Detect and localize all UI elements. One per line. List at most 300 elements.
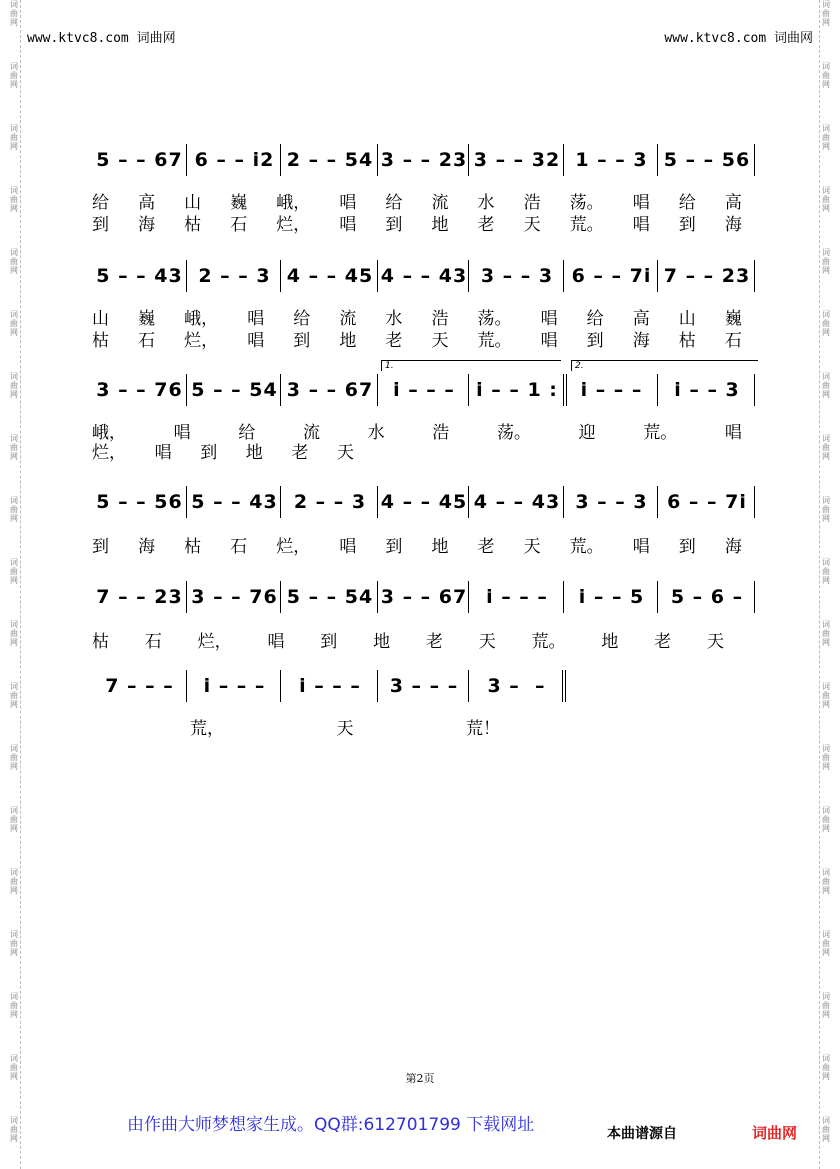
barline <box>377 670 378 702</box>
lyric-syllable: 枯 <box>92 632 109 652</box>
lyric-syllable: 给 <box>385 193 403 213</box>
barline <box>468 260 469 292</box>
lyric-syllable: 到 <box>678 537 696 557</box>
score-measure: 3 – – 76 <box>191 586 278 608</box>
margin-stamp-char: 网 <box>822 80 830 89</box>
margin-stamp-char: 曲 <box>10 1125 18 1134</box>
margin-stamp <box>820 186 832 213</box>
lyric-syllable: 山 <box>678 309 696 329</box>
lyric-syllable: 给 <box>238 423 256 443</box>
score-measure: 5 – – 56 <box>663 149 751 171</box>
margin-stamp <box>8 1116 20 1143</box>
score-measure: i – – 3 <box>674 379 740 401</box>
margin-stamp-char: 曲 <box>822 691 830 700</box>
lyric-syllable: 给 <box>293 309 311 329</box>
margin-stamp-char: 曲 <box>10 1001 18 1010</box>
margin-stamp-char: 曲 <box>822 133 830 142</box>
score-measure: 6 – – 7i <box>571 265 652 287</box>
lyric-syllable: 老 <box>477 537 495 557</box>
margin-stamp-char: 词 <box>10 124 18 133</box>
score-row <box>90 256 755 296</box>
barline <box>186 581 187 613</box>
margin-stamp-char: 网 <box>10 80 18 89</box>
margin-stamp-char: 网 <box>10 886 18 895</box>
margin-stamp-char: 曲 <box>822 1125 830 1134</box>
margin-stamp <box>820 806 832 833</box>
margin-stamp <box>820 372 832 399</box>
score-measure: 3 – – 67 <box>286 379 374 401</box>
score-measure: 4 – – 43 <box>380 265 468 287</box>
margin-stamp-char: 词 <box>822 496 830 505</box>
lyric-syllable: 给 <box>586 309 604 329</box>
barline <box>186 486 187 518</box>
score-measure: i – – – <box>203 675 266 697</box>
barline <box>186 144 187 176</box>
footer-site-logo: 词曲网 <box>752 1124 798 1142</box>
margin-stamp <box>820 682 832 709</box>
margin-stamp-char: 网 <box>822 700 830 709</box>
score-measure: 3 – – 3 <box>480 265 554 287</box>
score-measure: 5 – 6 – <box>670 586 744 608</box>
margin-stamp-char: 词 <box>10 992 18 1001</box>
margin-stamp-char: 曲 <box>10 629 18 638</box>
barline <box>280 581 281 613</box>
margin-stamp <box>8 0 20 27</box>
lyric-syllable: 老 <box>425 632 443 652</box>
lyric-syllable: 枯 <box>184 537 202 557</box>
lyric-syllable: 烂， <box>184 331 219 351</box>
score-measure: 7 – – 23 <box>663 265 751 287</box>
margin-stamp-char: 词 <box>822 0 830 9</box>
lyric-syllable: 老 <box>291 443 309 463</box>
margin-stamp <box>820 310 832 337</box>
lyric-syllable: 海 <box>724 537 742 557</box>
lyric-syllable: 唱 <box>154 443 172 463</box>
margin-stamp-char: 曲 <box>10 939 18 948</box>
score-measure: i – – 5 <box>578 586 645 608</box>
lyric-line <box>92 532 742 557</box>
score-measure: 5 – – 54 <box>286 586 374 608</box>
lyric-syllable: 唱 <box>540 309 558 329</box>
score-measure: 1 – – 3 <box>575 149 648 171</box>
barline <box>280 144 281 176</box>
margin-stamp-char: 曲 <box>822 381 830 390</box>
barline <box>754 486 755 518</box>
lyric-syllable: 老 <box>385 331 403 351</box>
lyric-syllable: 巍 <box>724 309 742 329</box>
lyric-syllable: 到 <box>320 632 338 652</box>
header-website-left: www.ktvc8.com 词曲网 <box>27 31 176 46</box>
margin-stamp <box>820 744 832 771</box>
lyric-line <box>92 418 742 443</box>
barline <box>657 260 658 292</box>
lyric-syllable: 石 <box>230 215 248 235</box>
lyric-syllable: 烂， <box>276 215 311 235</box>
margin-stamp <box>8 992 20 1019</box>
margin-stamp-char: 曲 <box>822 1001 830 1010</box>
margin-stamp-char: 曲 <box>10 877 18 886</box>
header-website-right: www.ktvc8.com 词曲网 <box>664 31 813 46</box>
margin-stamp <box>8 496 20 523</box>
margin-stamp <box>820 930 832 957</box>
lyric-syllable: 烂， <box>197 632 232 652</box>
score-measure: 5 – – 67 <box>96 149 183 171</box>
lyric-syllable: 到 <box>293 331 311 351</box>
margin-stamp-char: 网 <box>10 948 18 957</box>
barline <box>563 260 564 292</box>
margin-stamp-char: 网 <box>10 390 18 399</box>
margin-stamp <box>820 496 832 523</box>
right-margin-stamp-strip <box>819 0 832 1169</box>
score-measure: 4 – – 43 <box>473 491 561 513</box>
score-row <box>90 361 755 410</box>
margin-stamp-char: 网 <box>10 638 18 647</box>
lyric-syllable: 唱 <box>173 423 191 443</box>
margin-stamp-char: 网 <box>822 1134 830 1143</box>
margin-stamp-char: 词 <box>822 806 830 815</box>
lyric-syllable: 海 <box>138 215 156 235</box>
lyric-syllable: 荒， <box>190 719 224 739</box>
margin-stamp <box>820 868 832 895</box>
margin-stamp-char: 网 <box>822 1010 830 1019</box>
margin-stamp-char: 曲 <box>10 9 18 18</box>
barline <box>468 670 469 702</box>
lyric-syllable: 唱 <box>247 309 265 329</box>
margin-stamp-char: 词 <box>10 372 18 381</box>
margin-stamp-char: 词 <box>10 310 18 319</box>
lyric-syllable: 唱 <box>339 193 357 213</box>
margin-stamp-char: 网 <box>822 142 830 151</box>
margin-stamp-char: 曲 <box>822 9 830 18</box>
lyric-syllable: 荒。 <box>569 215 604 235</box>
margin-stamp <box>8 248 20 275</box>
margin-stamp-char: 网 <box>822 576 830 585</box>
barline <box>754 581 755 613</box>
barline <box>186 374 187 406</box>
score-measure: 2 – – 3 <box>293 491 367 513</box>
margin-stamp-char: 曲 <box>10 319 18 328</box>
margin-stamp-char: 曲 <box>10 443 18 452</box>
lyric-syllable: 海 <box>632 331 650 351</box>
margin-stamp-char: 词 <box>822 1116 830 1125</box>
margin-stamp-char: 词 <box>822 868 830 877</box>
first-ending-bracket: 1. <box>381 360 561 371</box>
lyric-syllable: 荡。 <box>569 193 604 213</box>
lyric-syllable: 枯 <box>92 331 109 351</box>
margin-stamp-char: 网 <box>10 576 18 585</box>
barline <box>563 144 564 176</box>
margin-stamp <box>8 930 20 957</box>
margin-stamp <box>8 124 20 151</box>
score-measure: 5 – – 54 <box>191 379 278 401</box>
lyric-syllable: 山 <box>92 309 109 329</box>
score-measure: 4 – – 45 <box>380 491 468 513</box>
score-measure: 5 – – 43 <box>96 265 183 287</box>
lyric-syllable: 唱 <box>540 331 558 351</box>
lyric-syllable: 海 <box>724 215 742 235</box>
margin-stamp <box>8 806 20 833</box>
lyric-syllable: 到 <box>92 215 109 235</box>
lyric-line <box>190 714 500 739</box>
barline <box>468 486 469 518</box>
lyric-syllable: 荡。 <box>477 309 512 329</box>
margin-stamp-char: 词 <box>10 1054 18 1063</box>
margin-stamp-char: 词 <box>822 372 830 381</box>
lyric-syllable: 天 <box>523 215 541 235</box>
margin-stamp-char: 词 <box>822 248 830 257</box>
margin-stamp-char: 词 <box>822 744 830 753</box>
lyric-syllable: 荡。 <box>496 423 531 443</box>
margin-stamp-char: 曲 <box>822 257 830 266</box>
lyric-syllable: 流 <box>302 423 320 443</box>
lyric-syllable: 老 <box>477 215 495 235</box>
margin-stamp-char: 网 <box>10 1134 18 1143</box>
lyric-syllable: 巍 <box>230 193 248 213</box>
score-measure: 3 – – 3 <box>575 491 648 513</box>
margin-stamp-char: 词 <box>822 992 830 1001</box>
score-measure: 5 – – 43 <box>191 491 278 513</box>
margin-stamp <box>820 992 832 1019</box>
margin-stamp-char: 词 <box>822 124 830 133</box>
margin-stamp-char: 曲 <box>822 443 830 452</box>
margin-stamp-char: 词 <box>10 248 18 257</box>
lyric-syllable: 天 <box>478 632 496 652</box>
margin-stamp-char: 网 <box>10 204 18 213</box>
score-measure: 6 – – 7i <box>667 491 747 513</box>
margin-stamp-char: 网 <box>822 18 830 27</box>
lyric-syllable: 浩 <box>523 193 541 213</box>
margin-stamp-char: 网 <box>10 700 18 709</box>
margin-stamp-char: 词 <box>822 1054 830 1063</box>
score-row <box>90 577 755 617</box>
margin-stamp-char: 网 <box>822 638 830 647</box>
barline <box>657 486 658 518</box>
margin-stamp-char: 网 <box>822 328 830 337</box>
lyric-syllable: 烂， <box>92 443 126 463</box>
margin-stamp-char: 网 <box>822 204 830 213</box>
lyric-syllable: 地 <box>601 632 619 652</box>
score-measure: 4 – – 45 <box>286 265 374 287</box>
lyric-syllable: 流 <box>431 193 449 213</box>
barline <box>754 144 755 176</box>
margin-stamp-char: 曲 <box>822 319 830 328</box>
lyric-syllable: 巍 <box>138 309 156 329</box>
barline <box>468 374 469 406</box>
margin-stamp-char: 曲 <box>10 815 18 824</box>
lyric-syllable: 唱 <box>267 632 285 652</box>
barline <box>657 144 658 176</box>
lyric-line <box>92 438 354 463</box>
margin-stamp-char: 网 <box>822 1072 830 1081</box>
lyric-syllable: 枯 <box>678 331 696 351</box>
lyric-syllable: 浩 <box>431 309 449 329</box>
barline <box>377 374 378 406</box>
score-measure: 3 – – <box>487 675 546 697</box>
score-row <box>90 140 755 180</box>
lyric-syllable: 天 <box>336 719 354 739</box>
margin-stamp-char: 网 <box>10 142 18 151</box>
barline <box>377 260 378 292</box>
margin-stamp-char: 词 <box>822 558 830 567</box>
margin-stamp-char: 曲 <box>822 815 830 824</box>
barline <box>468 581 469 613</box>
lyric-syllable: 荒。 <box>477 331 512 351</box>
margin-stamp-char: 网 <box>10 1072 18 1081</box>
margin-stamp-char: 曲 <box>10 753 18 762</box>
margin-stamp-char: 词 <box>10 0 18 9</box>
margin-stamp <box>820 62 832 89</box>
margin-stamp <box>820 248 832 275</box>
lyric-syllable: 浩 <box>432 423 450 443</box>
barline <box>563 374 567 406</box>
margin-stamp-char: 词 <box>10 434 18 443</box>
margin-stamp-char: 词 <box>10 806 18 815</box>
margin-stamp-char: 网 <box>822 948 830 957</box>
margin-stamp-char: 曲 <box>10 257 18 266</box>
lyric-syllable: 地 <box>431 537 449 557</box>
margin-stamp-char: 词 <box>822 310 830 319</box>
score-measure: 6 – – i2 <box>194 149 275 171</box>
lyric-syllable: 山 <box>184 193 202 213</box>
lyric-line <box>92 627 724 652</box>
barline <box>377 581 378 613</box>
lyric-syllable: 水 <box>385 309 403 329</box>
barline <box>563 486 564 518</box>
margin-stamp-char: 网 <box>10 452 18 461</box>
margin-stamp-char: 曲 <box>822 877 830 886</box>
margin-stamp-char: 曲 <box>822 1063 830 1072</box>
lyric-syllable: 唱 <box>724 423 742 443</box>
margin-stamp-char: 曲 <box>10 381 18 390</box>
score-measure: 3 – – 67 <box>380 586 468 608</box>
score-measure: 3 – – 32 <box>473 149 561 171</box>
barline <box>657 374 658 406</box>
margin-stamp <box>8 186 20 213</box>
score-row <box>90 666 755 706</box>
margin-stamp-char: 曲 <box>10 195 18 204</box>
second-ending-bracket: 2. <box>571 360 758 371</box>
margin-stamp-char: 网 <box>822 824 830 833</box>
margin-stamp <box>8 682 20 709</box>
lyric-syllable: 到 <box>385 215 403 235</box>
lyric-syllable: 荒！ <box>466 719 500 739</box>
lyric-syllable: 老 <box>654 632 672 652</box>
margin-stamp-char: 曲 <box>822 71 830 80</box>
page-number: 第2页 <box>405 1072 435 1085</box>
lyric-syllable: 天 <box>706 632 724 652</box>
margin-stamp-char: 词 <box>822 930 830 939</box>
margin-stamp-char: 网 <box>10 762 18 771</box>
lyric-syllable: 枯 <box>184 215 202 235</box>
margin-stamp <box>820 0 832 27</box>
margin-stamp-char: 词 <box>10 868 18 877</box>
margin-stamp-char: 曲 <box>822 753 830 762</box>
lyric-syllable: 到 <box>92 537 109 557</box>
margin-stamp-char: 曲 <box>10 133 18 142</box>
score-measure: i – – 1 : <box>476 379 558 401</box>
score-measure: 3 – – 23 <box>380 149 468 171</box>
lyric-syllable: 石 <box>724 331 742 351</box>
barline <box>280 260 281 292</box>
lyric-syllable: 天 <box>336 443 354 463</box>
barline <box>280 486 281 518</box>
barline <box>563 581 564 613</box>
margin-stamp <box>820 620 832 647</box>
margin-stamp-char: 曲 <box>10 691 18 700</box>
margin-stamp-char: 词 <box>10 186 18 195</box>
lyric-syllable: 天 <box>523 537 541 557</box>
lyric-line <box>92 188 742 213</box>
score-measure: i – – – <box>299 675 361 697</box>
lyric-syllable: 峨， <box>184 309 219 329</box>
lyric-syllable: 地 <box>339 331 357 351</box>
margin-stamp-char: 词 <box>10 620 18 629</box>
lyric-syllable: 地 <box>431 215 449 235</box>
barline <box>377 486 378 518</box>
lyric-syllable: 流 <box>339 309 357 329</box>
margin-stamp-char: 词 <box>10 682 18 691</box>
lyric-syllable: 唱 <box>632 193 650 213</box>
left-margin-stamp-strip <box>8 0 21 1169</box>
lyric-syllable: 高 <box>138 193 156 213</box>
barline <box>657 581 658 613</box>
margin-stamp-char: 曲 <box>822 505 830 514</box>
lyric-syllable: 海 <box>138 537 156 557</box>
margin-stamp <box>820 434 832 461</box>
margin-stamp <box>820 124 832 151</box>
lyric-syllable: 到 <box>200 443 218 463</box>
barline <box>754 374 755 406</box>
lyric-syllable: 唱 <box>339 215 357 235</box>
lyric-syllable: 给 <box>678 193 696 213</box>
margin-stamp-char: 网 <box>822 762 830 771</box>
margin-stamp-char: 词 <box>822 62 830 71</box>
margin-stamp-char: 曲 <box>10 1063 18 1072</box>
lyric-syllable: 水 <box>477 193 495 213</box>
lyric-syllable: 水 <box>367 423 385 443</box>
score-measure: 2 – – 3 <box>198 265 271 287</box>
footer-generator-note: 由作曲大师梦想家生成。QQ群:612701799 下载网址 <box>127 1115 535 1135</box>
margin-stamp-char: 曲 <box>822 629 830 638</box>
lyric-syllable: 峨， <box>92 423 126 443</box>
margin-stamp-char: 网 <box>822 266 830 275</box>
lyric-line <box>92 210 742 235</box>
margin-stamp-char: 网 <box>822 452 830 461</box>
margin-stamp <box>8 372 20 399</box>
lyric-syllable: 到 <box>586 331 604 351</box>
margin-stamp-char: 词 <box>822 434 830 443</box>
margin-stamp-char: 词 <box>822 620 830 629</box>
lyric-syllable: 荒。 <box>643 423 678 443</box>
margin-stamp-char: 曲 <box>10 505 18 514</box>
margin-stamp <box>8 868 20 895</box>
lyric-syllable: 地 <box>245 443 263 463</box>
margin-stamp-char: 词 <box>10 496 18 505</box>
margin-stamp-char: 词 <box>10 558 18 567</box>
margin-stamp-char: 网 <box>822 514 830 523</box>
margin-stamp-char: 曲 <box>822 567 830 576</box>
barline <box>186 260 187 292</box>
lyric-syllable: 天 <box>431 331 449 351</box>
barline <box>280 374 281 406</box>
lyric-syllable: 荒。 <box>569 537 604 557</box>
score-measure: 2 – – 54 <box>286 149 374 171</box>
lyric-syllable: 到 <box>678 215 696 235</box>
margin-stamp-char: 曲 <box>10 567 18 576</box>
margin-stamp <box>8 744 20 771</box>
lyric-syllable: 迎 <box>578 423 596 443</box>
margin-stamp-char: 词 <box>10 62 18 71</box>
